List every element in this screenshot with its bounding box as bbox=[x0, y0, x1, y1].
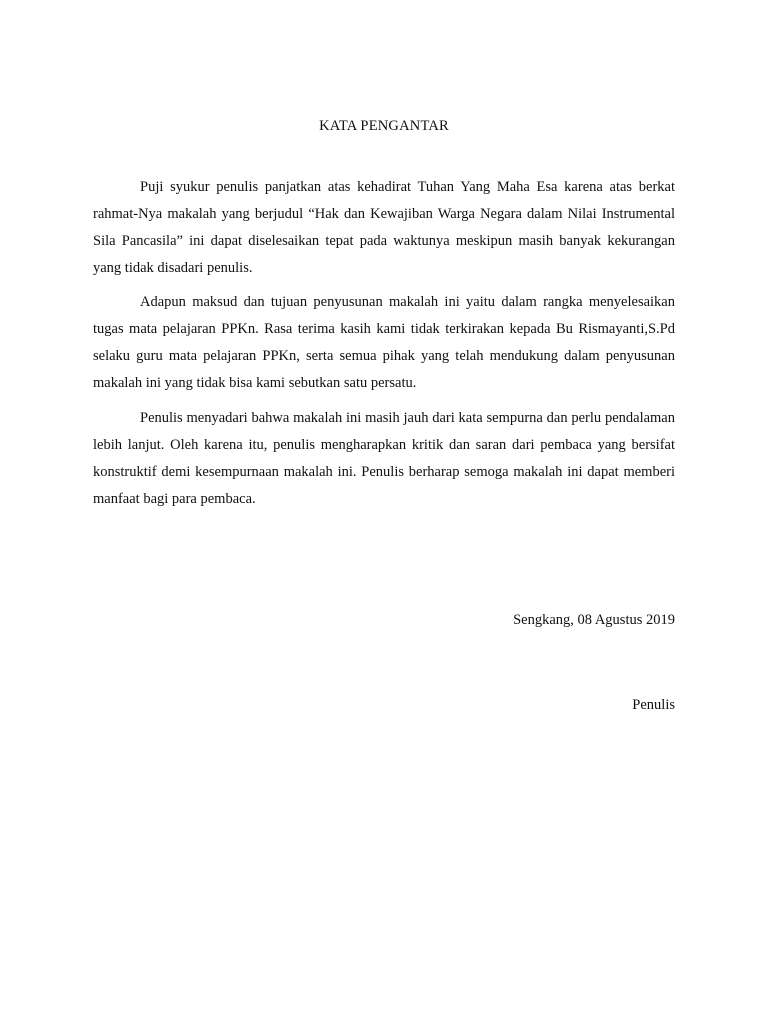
place-date: Sengkang, 08 Agustus 2019 bbox=[513, 612, 675, 628]
paragraph-2: Adapun maksud dan tujuan penyusunan makalah ini yaitu dalam rangka menyelesaikan tugas mata pelajaran PPKn. Rasa terima kasih kami tidak terkirakan kepada Bu Rismayanti,S.Pd selaku guru mata pelajaran PPKn, serta semua pihak yang telah mendukung dalam penyusunan makalah ini yang tidak bisa kami sebutkan satu persatu. bbox=[93, 294, 675, 391]
page-title: KATA PENGANTAR bbox=[319, 118, 449, 134]
signer: Penulis bbox=[632, 697, 675, 713]
paragraph-3: Penulis menyadari bahwa makalah ini masih jauh dari kata sempurna dan perlu pendalaman lebih lanjut. Oleh karena itu, penulis mengharapkan kritik dan saran dari pembaca yang bersifat konstruktif demi kesempurnaan makalah ini. Penulis berharap semoga makalah ini dapat memberi manfaat bagi para pembaca. bbox=[93, 410, 675, 507]
paragraph-1: Puji syukur penulis panjatkan atas kehadirat Tuhan Yang Maha Esa karena atas berkat rahmat-Nya makalah yang berjudul “Hak dan Kewajiban Warga Negara dalam Nilai Instrumental Sila Pancasila” ini dapat diselesaikan tepat pada waktunya meskipun masih banyak kekurangan yang tidak disadari penulis. bbox=[93, 179, 675, 276]
